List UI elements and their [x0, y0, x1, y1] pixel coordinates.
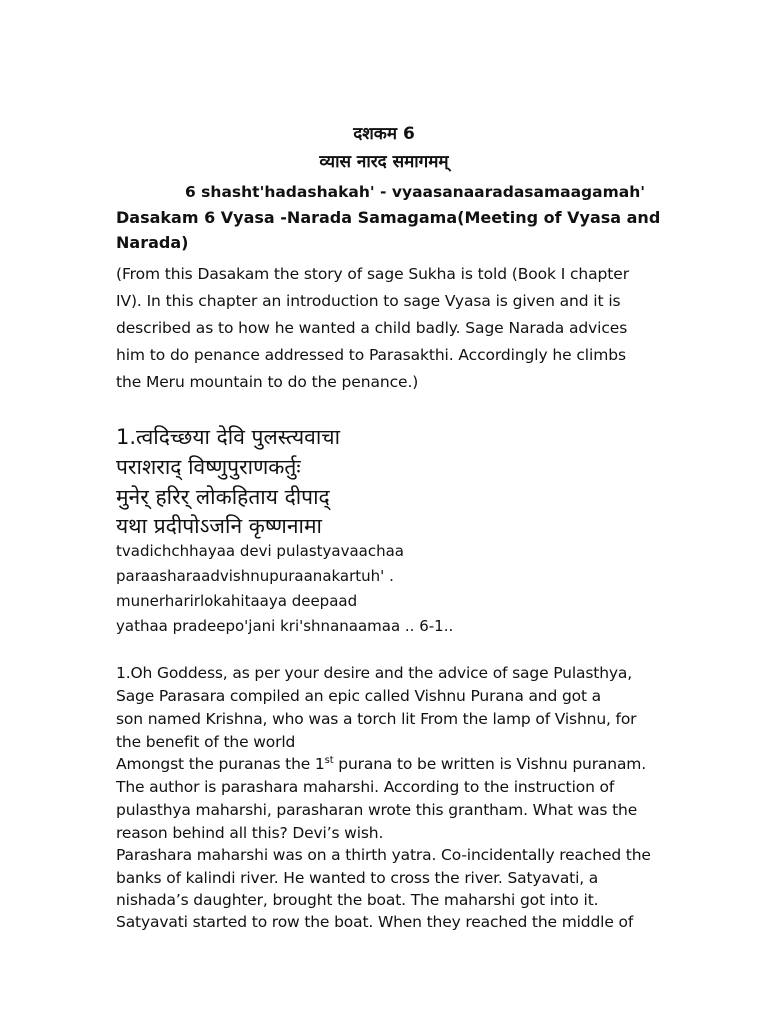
intro-line: described as to how he wanted a child badly. Sage Narada advices	[116, 319, 628, 337]
translation-line: the benefit of the world	[116, 733, 296, 751]
commentary-text: purana to be written is Vishnu puranam.	[333, 755, 647, 773]
transliteration-line: munerharirlokahitaaya deepaad	[116, 592, 358, 610]
transliteration-line: yathaa pradeepo'jani kri'shnanaamaa .. 6-1..	[116, 617, 454, 635]
transliteration-line: tvadichchhayaa devi pulastyavaachaa	[116, 542, 404, 560]
verse-line: यथा प्रदीपोऽजनि कृष्णनामा	[116, 514, 322, 538]
commentary-line: nishada’s daughter, brought the boat. The maharshi got into it.	[116, 891, 599, 909]
commentary-line: Satyavati started to row the boat. When they reached the middle of	[116, 913, 634, 931]
ordinal-superscript: st	[324, 754, 334, 766]
section-heading-line-2: Narada)	[116, 233, 189, 252]
intro-line: him to do penance addressed to Parasakthi. Accordingly he climbs	[116, 346, 626, 364]
intro-line: IV). In this chapter an introduction to sage Vyasa is given and it is	[116, 292, 621, 310]
commentary-line: banks of kalindi river. He wanted to cross the river. Satyavati, a	[116, 869, 599, 887]
dasakam-subtitle: व्यास नारद समागमम्	[319, 152, 449, 172]
commentary-line: The author is parashara maharshi. According to the instruction of	[116, 778, 615, 796]
transliteration-line: paraasharaadvishnupuraanakartuh' .	[116, 567, 394, 585]
verse-line: पराशराद् विष्णुपुराणकर्तुः	[116, 455, 301, 479]
translation-line: 1.Oh Goddess, as per your desire and the advice of sage Pulasthya,	[116, 664, 633, 682]
verse-line: मुनेर् हरिर् लोकहिताय दीपाद्	[116, 485, 330, 509]
commentary-line: Parashara maharshi was on a thirth yatra. Co-incidentally reached the	[116, 846, 651, 864]
intro-line: (From this Dasakam the story of sage Sukha is told (Book I chapter	[116, 265, 629, 283]
commentary-text: Amongst the puranas the 1	[116, 755, 325, 773]
verse-line: 1.त्वदिच्छया देवि पुलस्त्यवाचा	[116, 425, 341, 449]
dasakam-title: दशकम 6	[353, 124, 415, 144]
intro-line: the Meru mountain to do the penance.)	[116, 373, 419, 391]
commentary-line: pulasthya maharshi, parasharan wrote this grantham. What was the	[116, 801, 638, 819]
commentary-line: reason behind all this? Devi’s wish.	[116, 824, 384, 842]
section-heading-line-1: Dasakam 6 Vyasa -Narada Samagama(Meeting of Vyasa and	[116, 208, 661, 227]
transliterated-title: 6 shasht'hadashakah' - vyaasanaaradasamaagamah'	[185, 183, 645, 201]
translation-line: Sage Parasara compiled an epic called Vishnu Purana and got a	[116, 687, 602, 705]
translation-line: son named Krishna, who was a torch lit From the lamp of Vishnu, for	[116, 710, 637, 728]
commentary-first-line	[116, 755, 646, 773]
